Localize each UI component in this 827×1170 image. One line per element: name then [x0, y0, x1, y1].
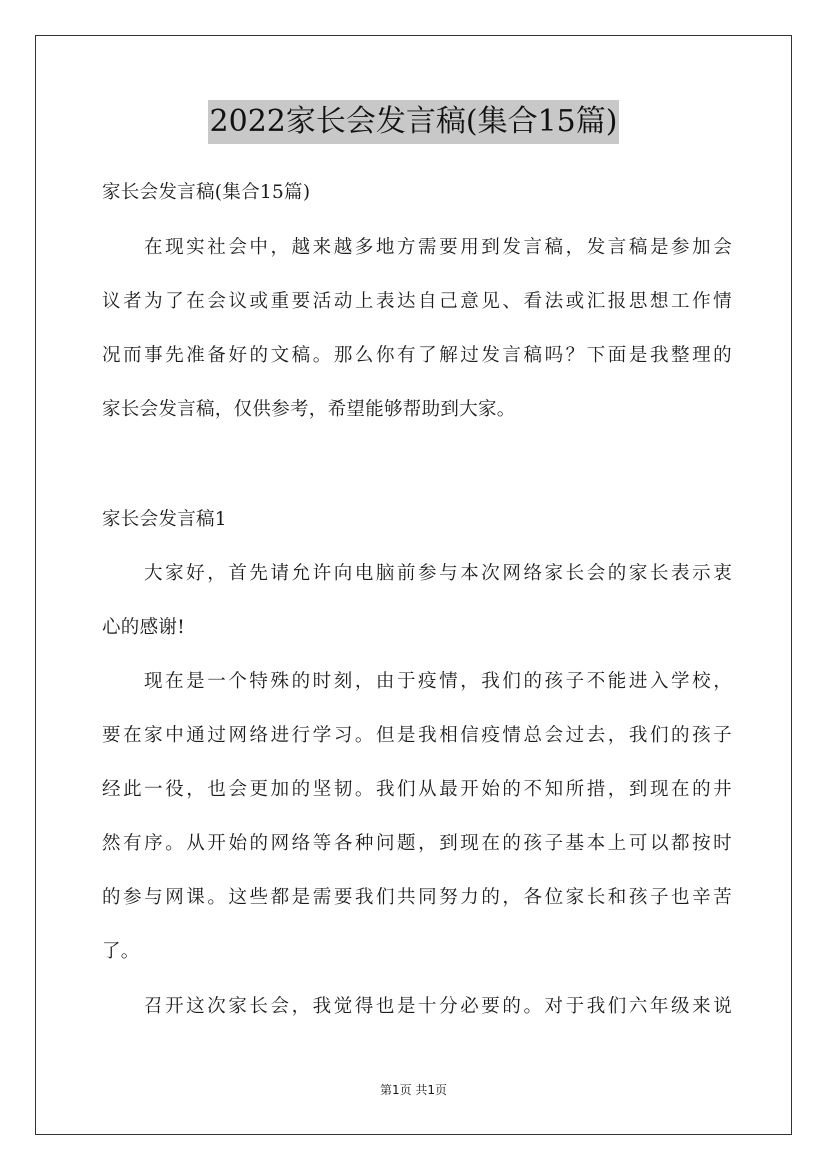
title-container	[0, 100, 827, 144]
paragraph-line: 的参与网课。这些都是需要我们共同努力的，各位家长和孩子也辛苦	[102, 887, 732, 908]
paragraph-line: 现在是一个特殊的时刻，由于疫情，我们的孩子不能进入学校，	[144, 671, 732, 692]
paragraph-line: 心的感谢!	[102, 617, 185, 638]
paragraph-line: 然有序。从开始的网络等各种问题，到现在的孩子基本上可以都按时	[102, 833, 732, 854]
paragraph-line: 召开这次家长会，我觉得也是十分必要的。对于我们六年级来说	[144, 996, 732, 1017]
intro-line: 况而事先准备好的文稿。那么你有了解过发言稿吗？下面是我整理的	[102, 345, 732, 366]
paragraph-line: 大家好，首先请允许向电脑前参与本次网络家长会的家长表示衷	[144, 563, 732, 584]
section-heading: 家长会发言稿1	[102, 509, 227, 530]
intro-line: 家长会发言稿，仅供参考，希望能够帮助到大家。	[102, 399, 516, 420]
intro-line: 议者为了在会议或重要活动上表达自己意见、看法或汇报思想工作情	[102, 291, 732, 312]
document-title: 2022家长会发言稿(集合15篇)	[208, 100, 620, 144]
paragraph-line: 要在家中通过网络进行学习。但是我相信疫情总会过去，我们的孩子	[102, 725, 732, 746]
paragraph-line: 了。	[102, 941, 140, 962]
page-footer: 第1页 共1页	[379, 1083, 448, 1097]
paragraph-line: 经此一役，也会更加的坚韧。我们从最开始的不知所措，到现在的井	[102, 779, 732, 800]
document-subtitle: 家长会发言稿(集合15篇)	[102, 182, 311, 203]
intro-line: 在现实社会中，越来越多地方需要用到发言稿，发言稿是参加会	[144, 237, 732, 258]
